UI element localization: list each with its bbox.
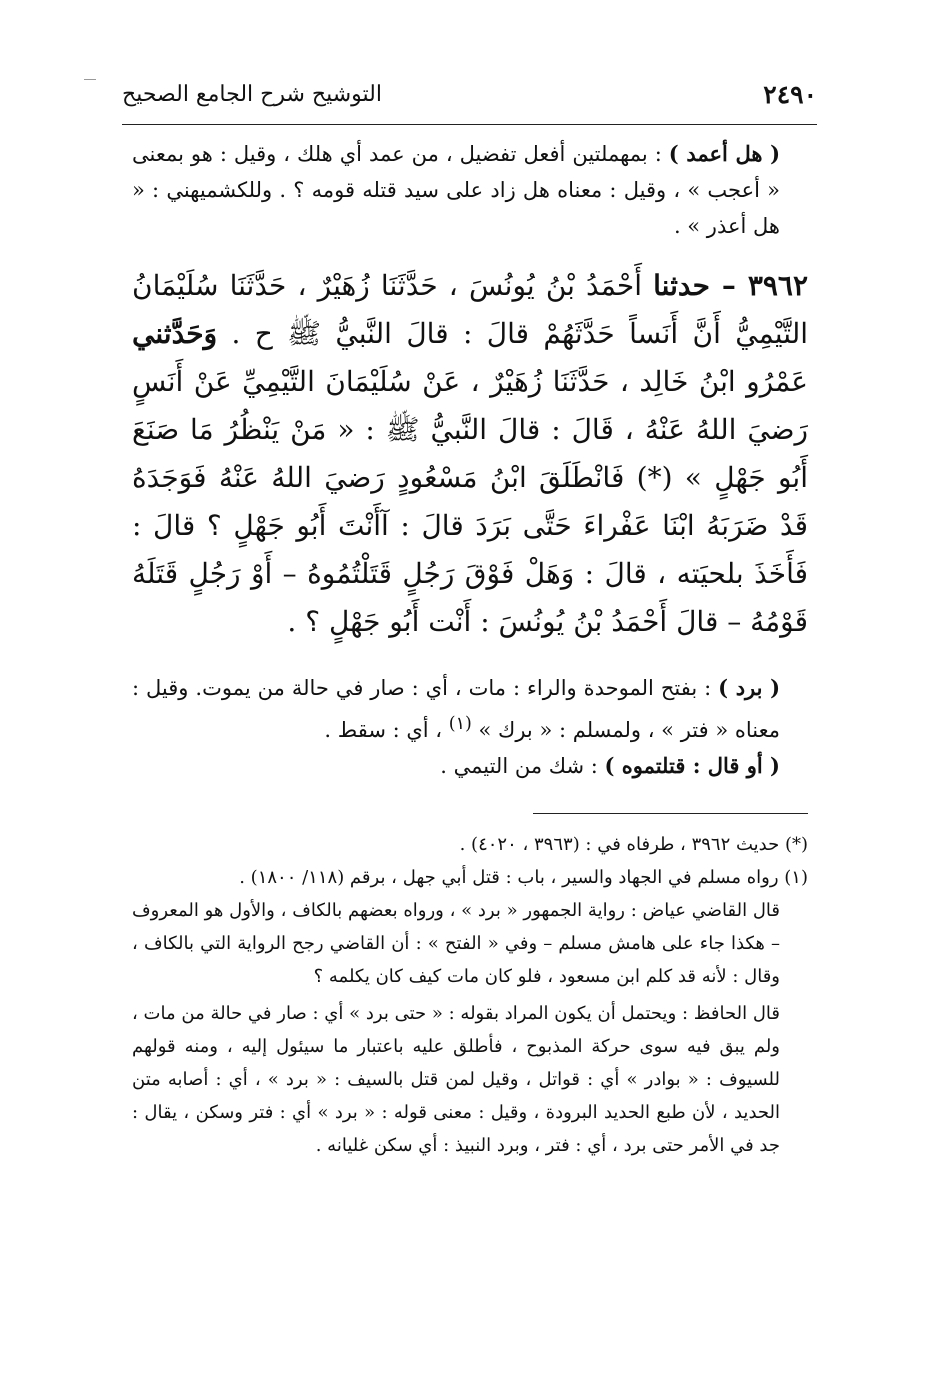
footnote-1-paragraph: قال الحافظ : ويحتمل أن يكون المراد بقوله : « حتى برد » أي : صار في حالة من مات ، ولم يبق فيه سوى حركة المذبوح ، فأطلق عليه باعتبار ما سيئول إليه ، ومنه قولهم للسيوف : « بوادر » أي : قواتل ، وقيل لمن قتل بالسيف : « برد » ، أي : أصابه متن الحديد ، لأن طبع الحديد البرودة ، وقيل : معنى قوله : « برد » أي : فتر وسكن ، يقال : جد في الأمر حتى برد ، أي : فتر ، وبرد النبيذ : أي سكن غليانه . [132, 1003, 780, 1156]
commentary-text: : شك من التيمي . [440, 754, 605, 778]
hadith-chain-part2: عَمْرُو ابْنُ خَالِد ، حَدَّثَنَا زُهَيْرٌ ، عَنْ سُلَيْمَانَ التَّيْمِيِّ عَنْ أَنَسٍ رَضيَ اللهُ عَنْهُ ، قَالَ : قالَ النَّبيُّ ﷺ : « مَنْ يَنْظُرُ مَا صَنَعَ أَبُو جَهْلٍ » (*) فَانْطَلَقَ ابْنُ مَسْعُودٍ رَضيَ اللهُ عَنْهُ فَوَجَدَهُ قَدْ ضَرَبَهُ ابْنَا عَفْراءَ حَتَّى بَرَدَ قالَ : آأَنْتَ أَبُو جَهْلٍ ؟ قالَ : فَأَخَذَ بلحيَته ، قالَ : وَهَلْ فَوْقَ رَجُلٍ قَتَلْتُمُوهُ – أَوْ رَجُلٍ قَتَلَهُ قَوْمُهُ – قالَ أَحْمَدُ بْنُ يُونُسَ : أَنْت أَبُو جَهْلٍ ؟ . [132, 365, 808, 638]
footnotes [132, 828, 808, 1162]
commentary-paragraph [132, 136, 808, 244]
footnote-rule [533, 813, 808, 814]
commentary-term: ( برد ) [718, 675, 781, 700]
hadith-text [132, 262, 808, 646]
commentary-text: : بفتح الموحدة والراء : مات ، أي : صار في حالة من يموت. وقيل : معناه « فتر » ، ولمسلم : « برك » [132, 676, 780, 742]
hadith-chain-part1: أَحْمَدُ بْنُ يُونُسَ ، حَدَّثَنَا زُهَيْرٌ ، حَدَّثَنَا سُلَيْمَانُ التَّيْمِيُّ أَنَّ أَنَساً حَدَّثَهُمْ قالَ : قالَ النَّبيُّ ﷺ ح . [132, 269, 808, 350]
hadith-paragraph [132, 262, 808, 646]
commentary-paragraph [132, 670, 808, 748]
commentary-term: ( أو قال : قتلتموه ) [604, 753, 780, 778]
hadith-number: ٣٩٦٢ – حدثنا [653, 269, 808, 302]
footnote-1-paragraph: قال القاضي عياض : رواية الجمهور « برد » ، ورواه بعضهم بالكاف ، والأول هو المعروف – هكذا جاء على هامش مسلم – وفي « الفتح » : أن القاضي رجح الرواية التي بالكاف ، وقال : لأنه قد كلم ابن مسعود ، فلو كان مات كيف كان يكلمه ؟ [132, 900, 780, 987]
footnote-star: (*) حديث ٣٩٦٢ ، طرفاه في : (٣٩٦٣ ، ٤٠٢٠) . [459, 834, 808, 855]
commentary-text: ، أي : سقط . [324, 718, 449, 742]
commentary-term: ( هل أعمد ) [668, 141, 780, 166]
page-number: ٢٤٩٠ [763, 80, 817, 109]
commentary-bottom [132, 670, 808, 784]
footnote-1-source: (١) رواه مسلم في الجهاد والسير ، باب : قتل أبي جهل ، برقم (١١٨/ ١٨٠٠) . [239, 867, 808, 888]
commentary-top [132, 136, 808, 244]
margin-mark [84, 79, 96, 80]
book-title: التوشيح شرح الجامع الصحيح [122, 82, 382, 107]
commentary-paragraph [132, 748, 808, 784]
hadith-haddathani: وَحَدَّثني [132, 317, 218, 350]
footnote-reference: (١) [448, 714, 472, 734]
commentary-text: : بمهملتين أفعل تفضيل ، من عمد أي هلك ، وقيل : هو بمعنى « أعجب » ، وقيل : معناه هل زاد على سيد قتله قومه ؟ . وللكشميهني : « هل أعذر » . [132, 142, 780, 238]
page-header [122, 80, 817, 120]
header-rule [122, 124, 817, 125]
